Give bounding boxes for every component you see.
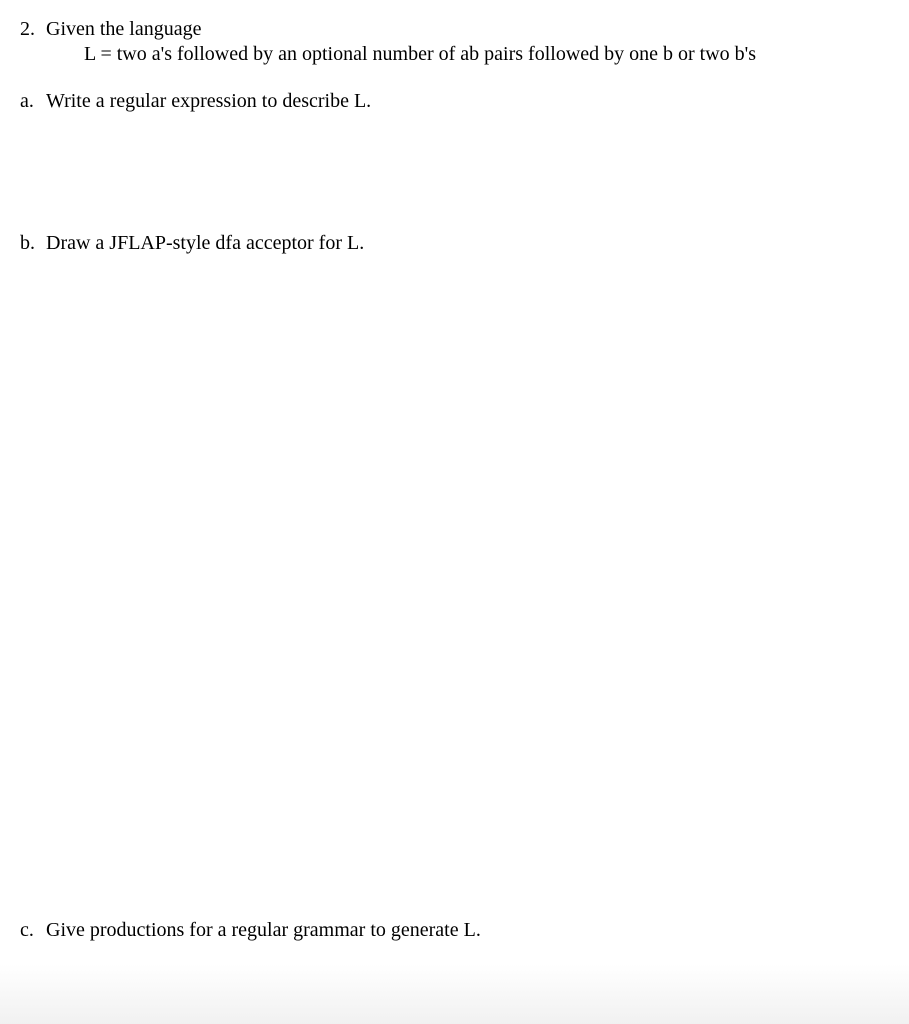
part-c-label: c. <box>20 919 34 941</box>
part-b-label: b. <box>20 232 35 254</box>
part-b <box>20 231 364 255</box>
part-b-text: Draw a JFLAP-style dfa acceptor for L. <box>46 232 365 254</box>
part-a-text: Write a regular expression to describe L. <box>46 90 372 112</box>
question-number: 2. <box>20 18 35 40</box>
part-a <box>20 89 371 113</box>
part-c <box>20 918 481 942</box>
part-c-text: Give productions for a regular grammar to generate L. <box>46 919 481 941</box>
question-header <box>20 17 202 41</box>
part-a-label: a. <box>20 90 34 112</box>
bottom-shadow <box>0 964 909 1024</box>
question-heading: Given the language <box>46 18 202 40</box>
language-definition: L = two a's followed by an optional number of ab pairs followed by one b or two b's <box>84 43 757 65</box>
